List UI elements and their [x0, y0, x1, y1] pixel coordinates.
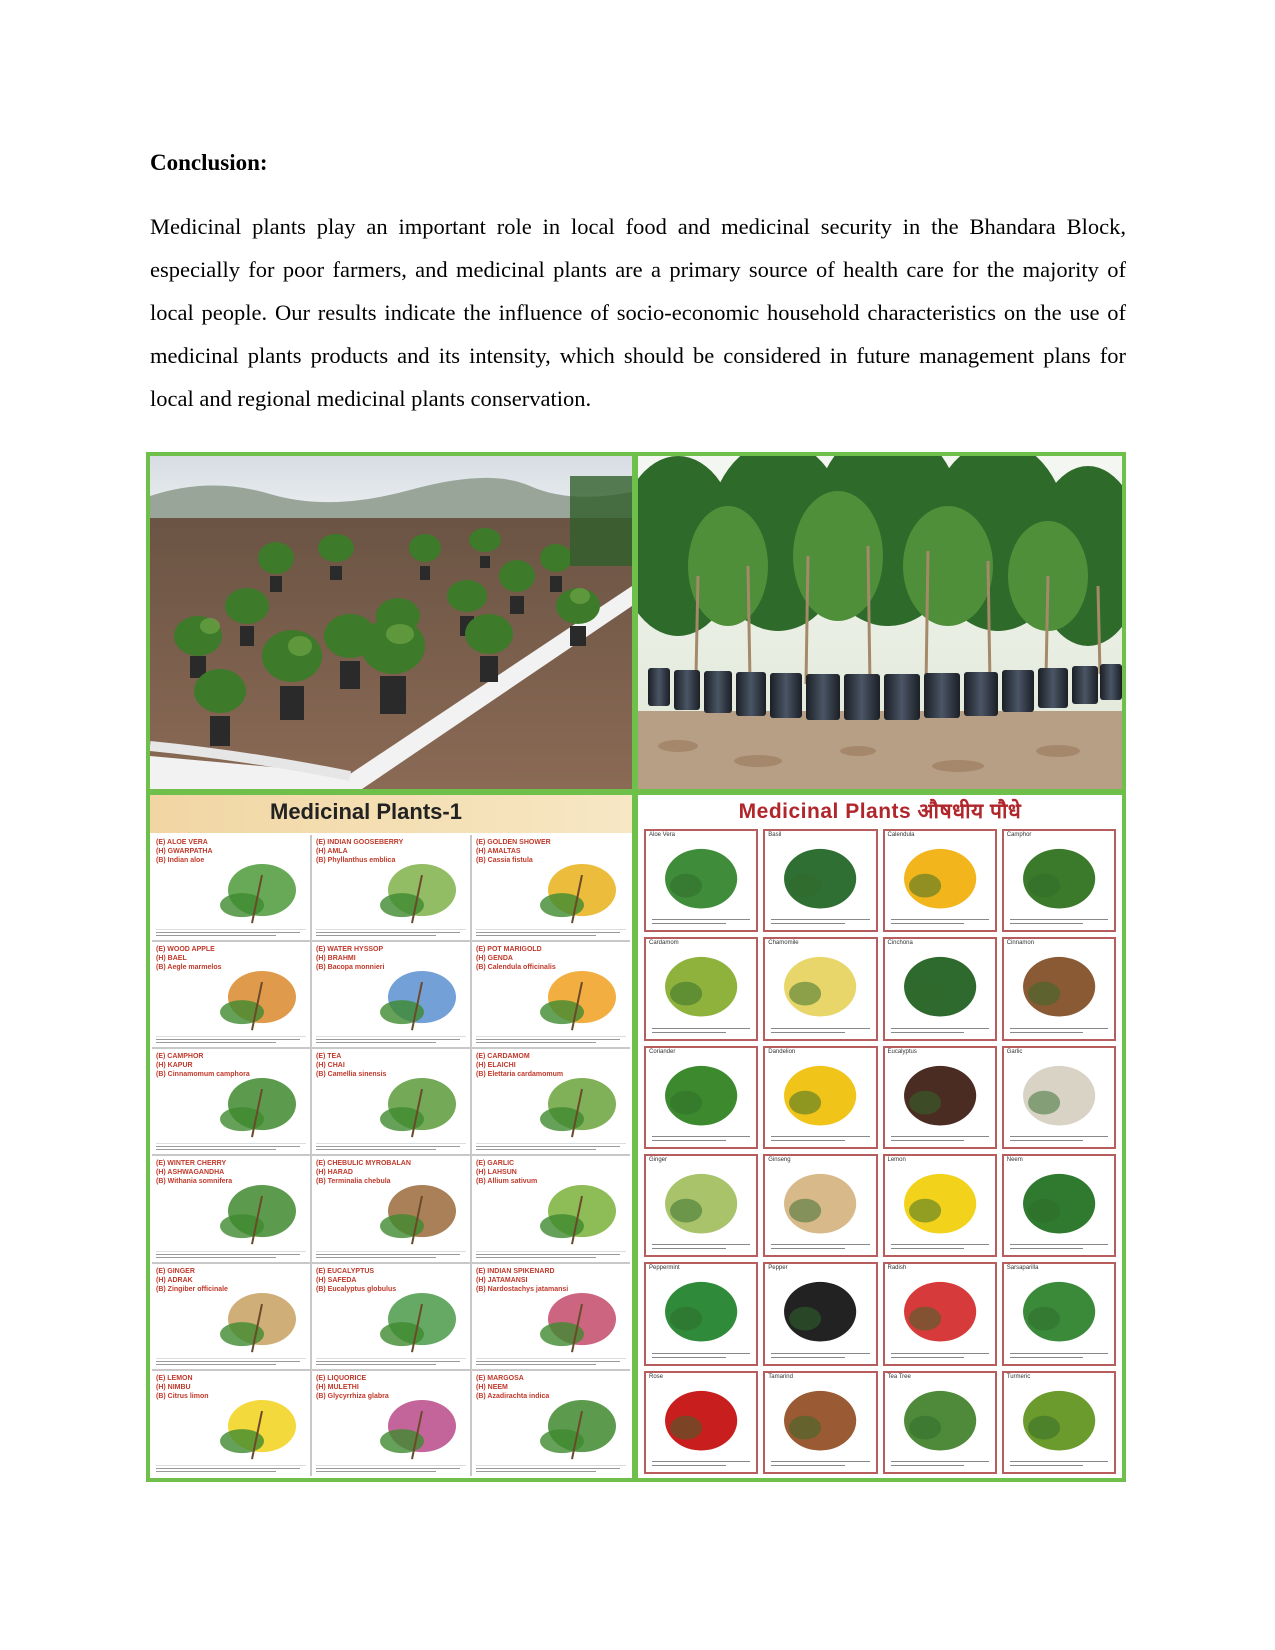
medicinal-plants-chart-1 [150, 795, 632, 1478]
chart-1-plant-name: (E) GARLIC (H) LAHSUN (B) Allium sativum [476, 1160, 538, 1186]
chart-2-cell [883, 1154, 997, 1257]
plant-photo-icon [765, 1373, 875, 1472]
chart-2-description-lines [652, 1242, 750, 1252]
chart-2-cell [1002, 1154, 1116, 1257]
chart-1-plant-name: (E) TEA (H) CHAI (B) Camellia sinensis [316, 1053, 387, 1079]
chart-2-plant-name: Pepper [768, 1265, 788, 1272]
chart-1-cell [312, 942, 470, 1047]
chart-2-description-lines [652, 1134, 750, 1144]
chart-2-description-lines [771, 917, 869, 927]
plant-photo-icon [885, 1156, 995, 1255]
chart-1-description-lines [156, 1036, 306, 1045]
chart-2-plant-name: Cardamom [649, 940, 679, 947]
chart-2-description-lines [891, 1459, 989, 1469]
chart-2-cell [883, 1046, 997, 1149]
chart-2-description-lines [891, 917, 989, 927]
chart-2-plant-name: Neem [1006, 1157, 1023, 1163]
chart-2-cell [763, 1046, 877, 1149]
chart-1-cell [152, 942, 310, 1047]
chart-2-plant-name: Basil [768, 832, 782, 838]
chart-1-description-lines [316, 1036, 466, 1045]
chart-2-plant-name: Tea Tree [887, 1373, 911, 1380]
chart-2-plant-name: Radish [887, 1265, 907, 1272]
plant-photo-icon [765, 1048, 875, 1147]
plant-photo-icon [885, 939, 995, 1038]
chart-1-cell [312, 1049, 470, 1154]
chart-2-plant-name: Eucalyptus [887, 1048, 917, 1055]
chart-2-description-lines [771, 1351, 869, 1361]
chart-2-cell [883, 937, 997, 1040]
nursery-field-illustration [150, 456, 632, 789]
chart-2-title: Medicinal Plants औषधीय पौधे [738, 800, 1022, 823]
chart-2-description-lines [771, 1459, 869, 1469]
plant-photo-icon [646, 1373, 756, 1472]
chart-2-plant-name: Ginseng [768, 1157, 791, 1163]
chart-1-description-lines [316, 1251, 466, 1260]
section-heading: Conclusion: [150, 150, 268, 175]
chart-2-cell [1002, 1046, 1116, 1149]
chart-1-description-lines [476, 1143, 626, 1152]
plant-photo-icon [1004, 1048, 1114, 1147]
plant-photo-icon [765, 939, 875, 1038]
chart-2-cell [763, 1154, 877, 1257]
chart-1-cell [472, 942, 630, 1047]
chart-2-grid [644, 829, 1116, 1474]
chart-2-description-lines [1010, 1242, 1108, 1252]
chart-1-plant-name: (E) ALOE VERA (H) GWARPATHA (B) Indian aloe [156, 839, 213, 864]
chart-2-cell [1002, 829, 1116, 932]
chart-2-cell [1002, 1371, 1116, 1474]
chart-2-cell [763, 937, 877, 1040]
chart-1-description-lines [476, 1036, 626, 1045]
chart-1-description-lines [156, 929, 306, 938]
chart-1-cell [152, 1371, 310, 1476]
chart-2-plant-name: Sarsaparilla [1006, 1265, 1039, 1272]
chart-2-cell [644, 937, 758, 1040]
chart-2-cell [1002, 937, 1116, 1040]
chart-1-plant-name: (E) CHEBULIC MYROBALAN (H) HARAD (B) Terminalia chebula [316, 1160, 411, 1186]
chart-2-plant-name: Coriander [649, 1048, 676, 1055]
chart-2-plant-name: Chamomile [768, 940, 799, 947]
plant-photo-icon [1004, 831, 1114, 930]
chart-2-plant-name: Ginger [649, 1157, 668, 1163]
chart-2-cell [883, 1371, 997, 1474]
chart-2-plant-name: Camphor [1006, 832, 1032, 838]
chart-1-cell [472, 1049, 630, 1154]
medicinal-plants-chart-2 [638, 795, 1122, 1478]
chart-2-plant-name: Rose [649, 1373, 664, 1380]
chart-2-cell [763, 1262, 877, 1365]
chart-2-description-lines [891, 1351, 989, 1361]
chart-1-cell [152, 835, 310, 940]
chart-2-description-lines [1010, 1026, 1108, 1036]
chart-2-cell [883, 829, 997, 932]
chart-1-description-lines [316, 1358, 466, 1367]
chart-2-description-lines [652, 1459, 750, 1469]
chart-2-description-lines [771, 1134, 869, 1144]
chart-1-cell [152, 1264, 310, 1369]
chart-1-description-lines [316, 929, 466, 938]
nursery-field-photo [150, 456, 632, 789]
chart-1-description-lines [476, 1251, 626, 1260]
chart-2-plant-name: Dandelion [768, 1048, 796, 1055]
chart-2-cell [1002, 1262, 1116, 1365]
chart-2-plant-name: Cinnamon [1006, 940, 1035, 947]
medicinal-plants-collage [146, 452, 1126, 1482]
plant-photo-icon [646, 1156, 756, 1255]
chart-2-cell [883, 1262, 997, 1365]
chart-1-plant-name: (E) INDIAN SPIKENARD (H) JATAMANSI (B) Nardostachys jatamansi [476, 1267, 569, 1293]
chart-1-plant-name: (E) WOOD APPLE (H) BAEL (B) Aegle marmelos [156, 946, 222, 972]
plant-photo-icon [1004, 1373, 1114, 1472]
chart-1-plant-name: (E) GINGER (H) ADRAK (B) Zingiber officinale [156, 1267, 228, 1293]
sapling-bags-illustration [638, 456, 1122, 789]
chart-2-cell [644, 1371, 758, 1474]
chart-2-description-lines [1010, 1134, 1108, 1144]
chart-1-title: Medicinal Plants-1 [270, 799, 462, 824]
plant-photo-icon [765, 831, 875, 930]
plant-photo-icon [765, 1264, 875, 1363]
chart-1-cell [312, 1264, 470, 1369]
chart-1-cell [152, 1156, 310, 1261]
plant-photo-icon [646, 939, 756, 1038]
chart-2-description-lines [1010, 1351, 1108, 1361]
plant-photo-icon [1004, 939, 1114, 1038]
chart-1-cell [312, 1371, 470, 1476]
chart-2-plant-name: Lemon [887, 1157, 906, 1163]
chart-2-description-lines [652, 1026, 750, 1036]
chart-1-description-lines [316, 1465, 466, 1474]
chart-2-cell [763, 1371, 877, 1474]
plant-photo-icon [885, 1373, 995, 1472]
plant-photo-icon [1004, 1264, 1114, 1363]
chart-1-description-lines [476, 929, 626, 938]
plant-photo-icon [885, 1048, 995, 1147]
chart-1-description-lines [476, 1465, 626, 1474]
chart-1-cell [312, 1156, 470, 1261]
chart-2-cell [644, 829, 758, 932]
chart-1-cell [472, 1264, 630, 1369]
chart-1-cell [312, 835, 470, 940]
chart-1-description-lines [156, 1465, 306, 1474]
chart-2-description-lines [891, 1026, 989, 1036]
chart-1-cell [152, 1049, 310, 1154]
chart-2-cell [644, 1046, 758, 1149]
chart-1-plant-name: (E) CAMPHOR (H) KAPUR (B) Cinnamomum camphora [156, 1053, 250, 1079]
chart-2-plant-name: Aloe Vera [649, 832, 676, 838]
chart-2-cell [763, 829, 877, 932]
chart-2-plant-name: Garlic [1006, 1048, 1023, 1055]
chart-1-plant-name: (E) CARDAMOM (H) ELAICHI (B) Elettaria cardamomum [476, 1053, 564, 1079]
chart-2-description-lines [891, 1242, 989, 1252]
chart-1-plant-name: (E) LEMON (H) NIMBU (B) Citrus limon [156, 1374, 209, 1400]
plant-photo-icon [885, 831, 995, 930]
chart-1-description-lines [476, 1358, 626, 1367]
chart-1-header [150, 795, 632, 833]
chart-1-cell [472, 1371, 630, 1476]
chart-2-description-lines [771, 1242, 869, 1252]
chart-2-plant-name: Peppermint [649, 1265, 680, 1272]
plant-photo-icon [885, 1264, 995, 1363]
chart-1-plant-name: (E) EUCALYPTUS (H) SAFEDA (B) Eucalyptus globulus [316, 1267, 397, 1293]
plant-photo-icon [646, 831, 756, 930]
chart-1-plant-name: (E) LIQUORICE (H) MULETHI (B) Glycyrrhiza glabra [316, 1374, 389, 1400]
chart-2-description-lines [891, 1134, 989, 1144]
chart-1-description-lines [316, 1143, 466, 1152]
chart-2-description-lines [652, 917, 750, 927]
sapling-bags-photo [638, 456, 1122, 789]
plant-photo-icon [765, 1156, 875, 1255]
chart-1-plant-name: (E) POT MARIGOLD (H) GENDA (B) Calendula officinalis [476, 946, 556, 972]
chart-2-plant-name: Turmeric [1006, 1373, 1031, 1380]
chart-2-plant-name: Calendula [887, 832, 915, 838]
plant-photo-icon [1004, 1156, 1114, 1255]
conclusion-paragraph: Medicinal plants play an important role in local food and medicinal security in the Bhandara Block, especially for poor farmers, and medicinal plants are a primary source of health care for the majority of local people. Our results indicate the influence of socio-economic household characteristics on the use of medicinal plants products and its intensity, which should be considered in future management plans for local and regional medicinal plants conservation. [150, 214, 1126, 411]
chart-2-description-lines [1010, 917, 1108, 927]
chart-1-description-lines [156, 1251, 306, 1260]
plant-photo-icon [646, 1264, 756, 1363]
chart-2-description-lines [771, 1026, 869, 1036]
chart-1-plant-name: (E) MARGOSA (H) NEEM (B) Azadirachta indica [476, 1374, 550, 1400]
chart-1-cell [472, 835, 630, 940]
chart-1-plant-name: (E) INDIAN GOOSEBERRY (H) AMLA (B) Phyllanthus emblica [316, 839, 404, 864]
plant-photo-icon [646, 1048, 756, 1147]
chart-1-plant-name: (E) WINTER CHERRY (H) ASHWAGANDHA (B) Withania somnifera [156, 1160, 233, 1186]
chart-1-description-lines [156, 1358, 306, 1367]
chart-2-cell [644, 1154, 758, 1257]
chart-2-description-lines [652, 1351, 750, 1361]
chart-1-description-lines [156, 1143, 306, 1152]
chart-2-plant-name: Tamarind [768, 1373, 793, 1380]
chart-2-plant-name: Cinchona [887, 940, 913, 947]
chart-1-plant-name: (E) WATER HYSSOP (H) BRAHMI (B) Bacopa monnieri [316, 946, 385, 972]
chart-1-cell [472, 1156, 630, 1261]
chart-1-grid [152, 835, 630, 1476]
chart-1-plant-name: (E) GOLDEN SHOWER (H) AMALTAS (B) Cassia fistula [476, 839, 551, 864]
chart-2-description-lines [1010, 1459, 1108, 1469]
chart-2-cell [644, 1262, 758, 1365]
